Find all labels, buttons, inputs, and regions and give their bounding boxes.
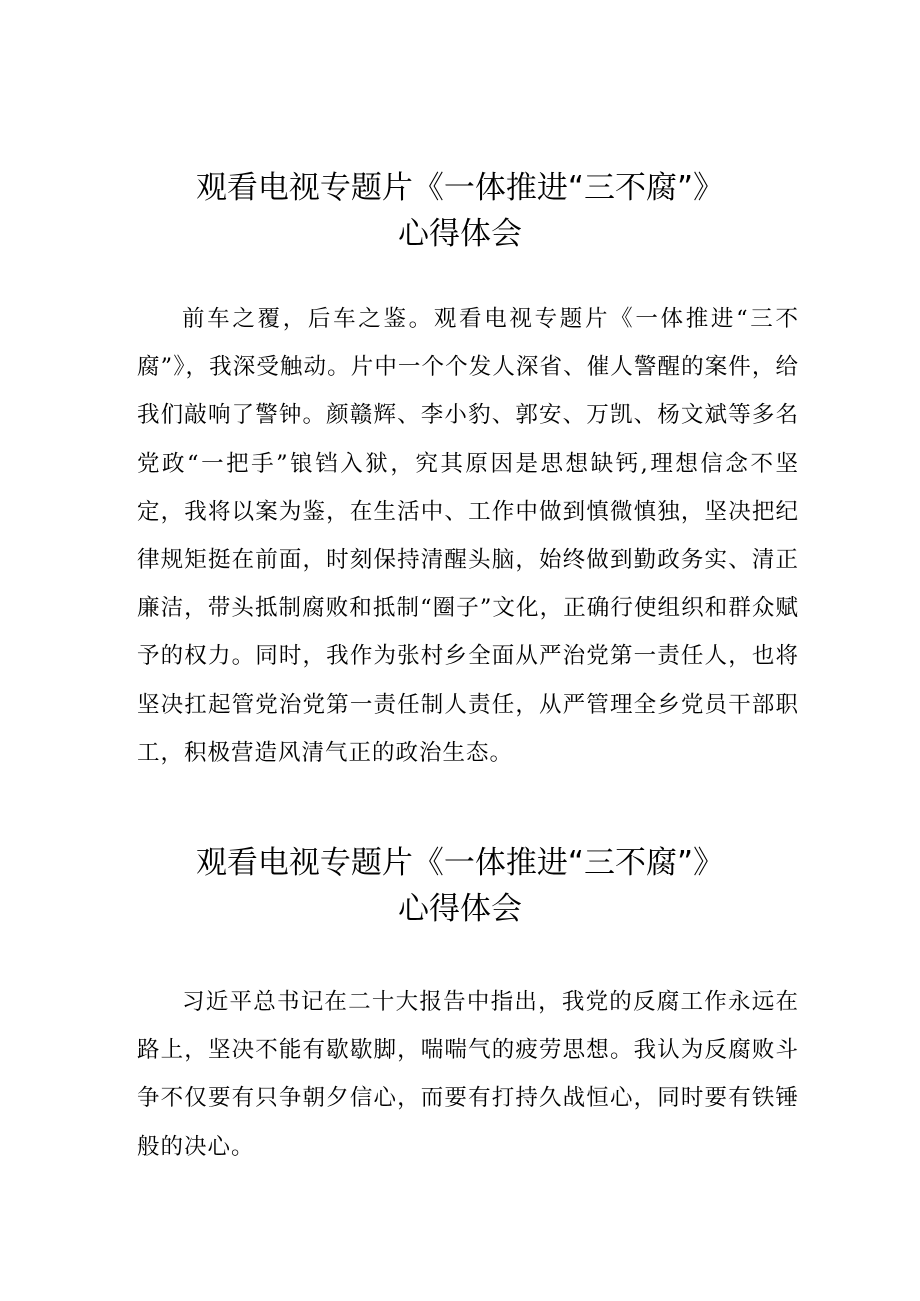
section-1-paragraph: 前车之覆，后车之鉴。观看电视专题片《一体推进“三不腐”》，我深受触动。片中一个个发人深省、催人警醒的案件，给我们敲响了警钟。颜赣辉、李小豹、郭安、万凯、杨文斌等多名党政“一把手”锒铛入狱，究其原因是思想缺钙,理想信念不坚定，我将以案为鉴，在生活中、工作中做到慎微慎独，坚决把纪律规矩挺在前面，时刻保持清醒头脑，始终做到勤政务实、清正廉洁，带头抵制腐败和抵制“圈子”文化，正确行使组织和群众赋予的权力。同时，我作为张村乡全面从严治党第一责任人，也将坚决扛起管党治党第一责任制人责任，从严管理全乡党员干部职工，积极营造风清气正的政治生态。 xyxy=(137,306,799,766)
section-2-title xyxy=(0,840,920,932)
section-2-title-line-2: 心得体会 xyxy=(398,891,522,927)
section-2-paragraph: 习近平总书记在二十大报告中指出，我党的反腐工作永远在路上，坚决不能有歇歇脚，喘喘气的疲劳思想。我认为反腐败斗争不仅要有只争朝夕信心，而要有打持久战恒心，同时要有铁锤般的决心。 xyxy=(137,989,799,1160)
section-1-title xyxy=(0,165,920,257)
section-1-title-line-1: 观看电视专题片《一体推进“三不腐”》 xyxy=(195,170,725,206)
section-1-title-line-2: 心得体会 xyxy=(398,216,522,252)
section-2-title-line-1: 观看电视专题片《一体推进“三不腐”》 xyxy=(195,845,725,881)
